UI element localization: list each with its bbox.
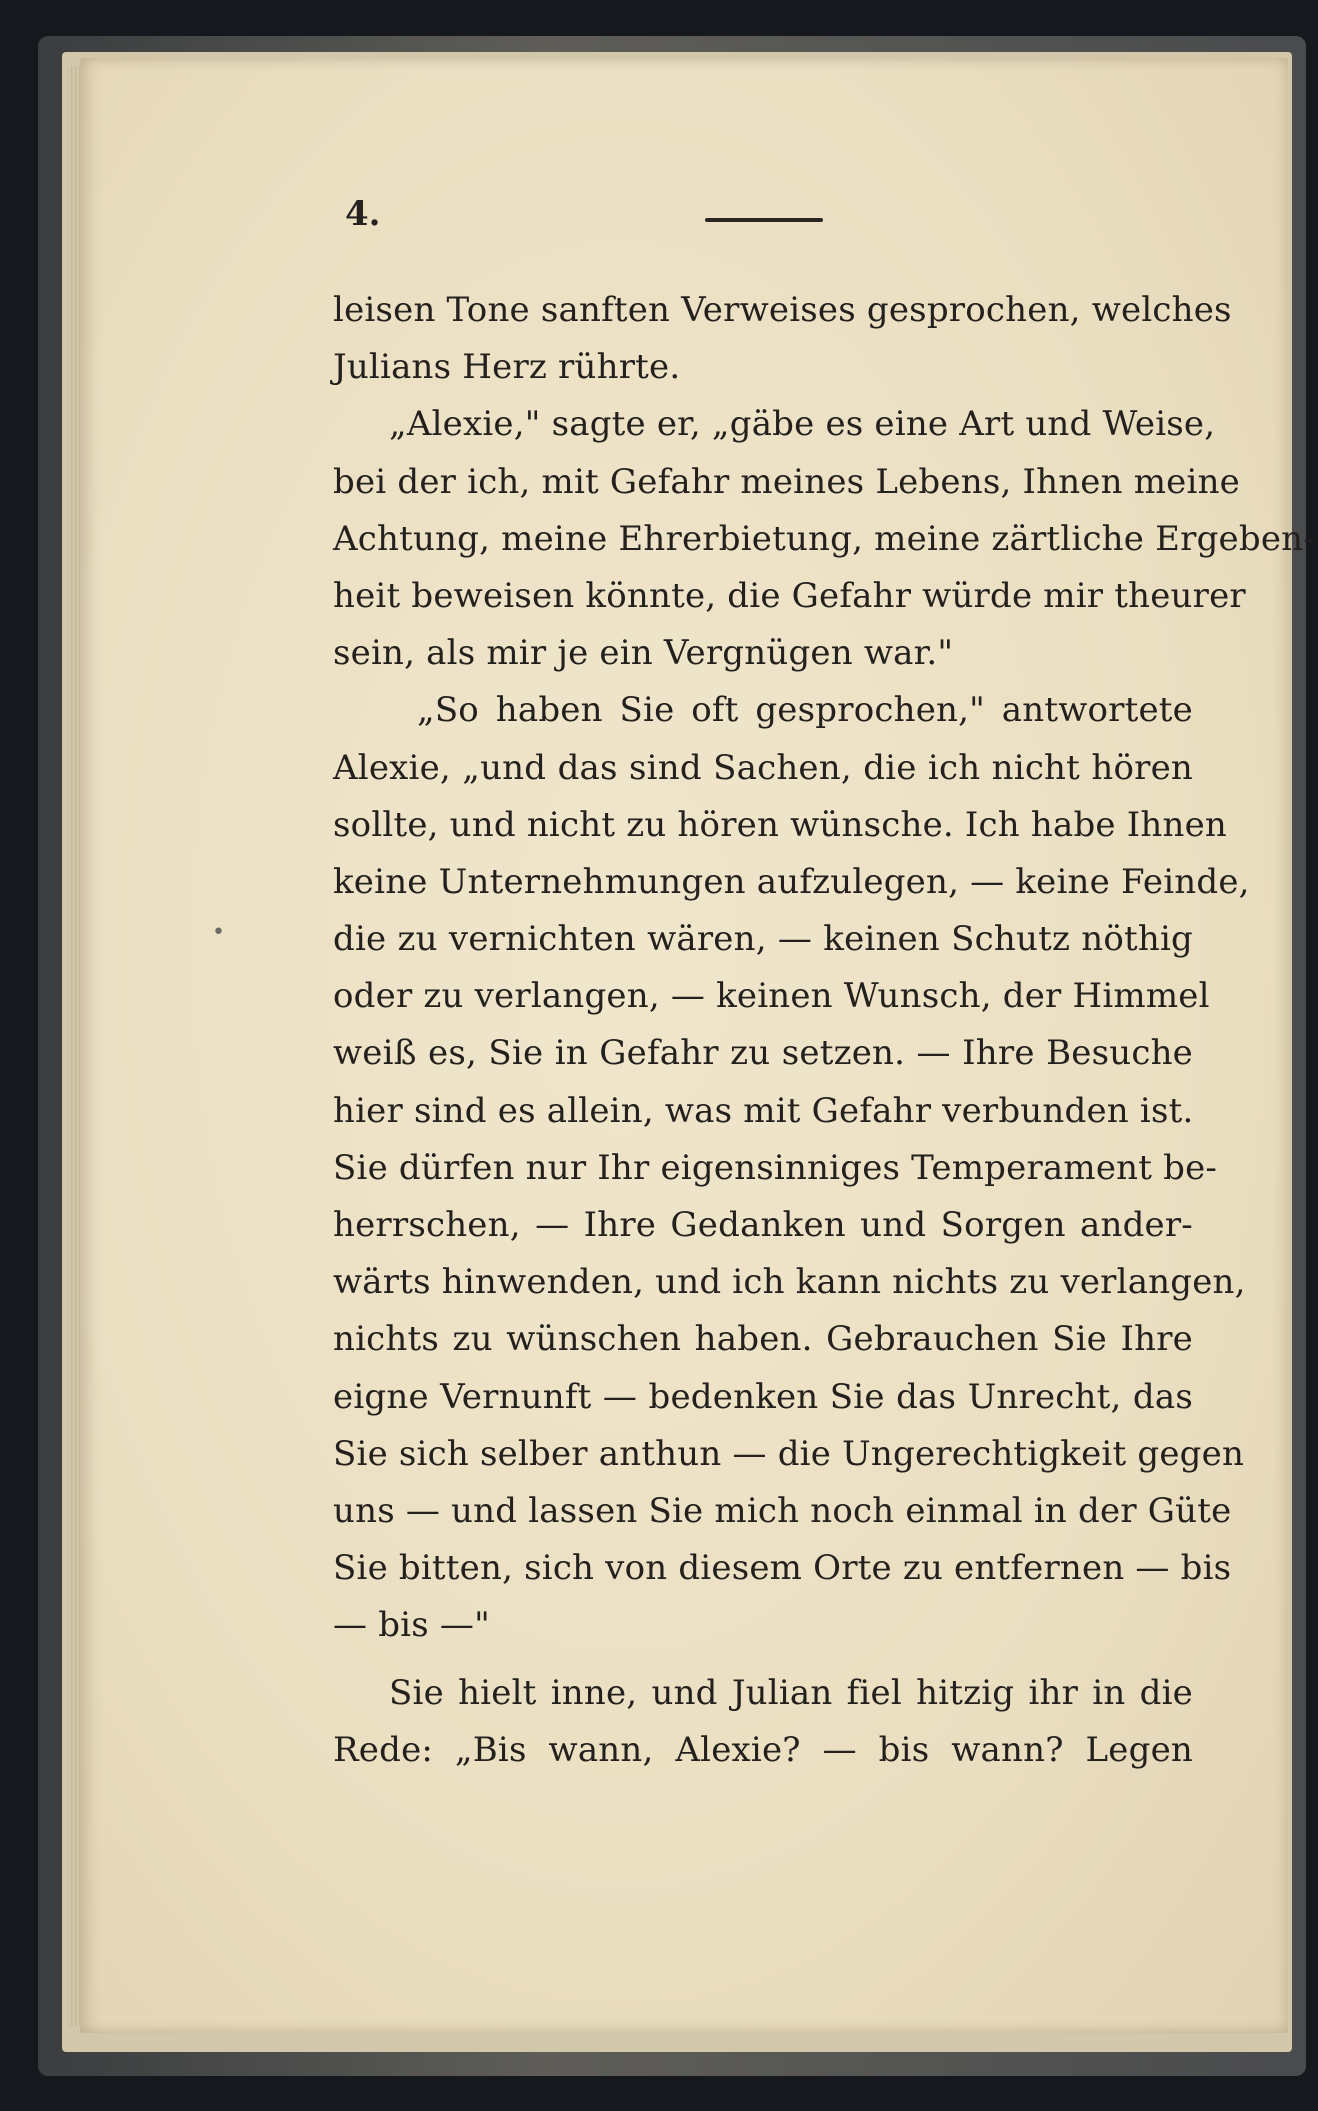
text-line: Alexie, „und das sind Sachen, die ich nicht hören: [333, 747, 1193, 788]
text-line: weiß es, Sie in Gefahr zu setzen. — Ihre Besuche: [333, 1033, 1193, 1074]
text-line: Sie hielt inne, und Julian fiel hitzig ihr in die: [389, 1672, 1193, 1713]
text-line: Sie sich selber anthun — die Ungerechtigkeit gegen: [333, 1433, 1245, 1474]
text-line: hier sind es allein, was mit Gefahr verbunden ist.: [333, 1090, 1194, 1131]
text-line: heit beweisen könnte, die Gefahr würde mir theurer: [333, 575, 1246, 616]
text-line: „So haben Sie oft gesprochen," antwortete: [417, 690, 1193, 731]
text-line: bei der ich, mit Gefahr meines Lebens, Ihnen meine: [333, 461, 1240, 502]
text-line: die zu vernichten wären, — keinen Schutz nöthig: [333, 919, 1193, 960]
text-line: leisen Tone sanften Verweises gesprochen, welches: [333, 290, 1232, 330]
text-line: Sie bitten, sich von diesem Orte zu entfernen — bis: [333, 1548, 1232, 1589]
text-line: herrschen, — Ihre Gedanken und Sorgen ander-: [333, 1205, 1193, 1245]
text-line: eigne Vernunft — bedenken Sie das Unrecht, das: [333, 1376, 1193, 1417]
text-line: Julians Herz rührte.: [333, 347, 681, 388]
text-line: „Alexie," sagte er, „gäbe es eine Art und Weise,: [389, 404, 1216, 445]
text-line: — bis —": [333, 1605, 490, 1646]
text-line: wärts hinwenden, und ich kann nichts zu verlangen,: [333, 1262, 1246, 1303]
header-rule: [705, 218, 823, 222]
text-line: Rede: „Bis wann, Alexie? — bis wann? Legen: [333, 1729, 1193, 1770]
text-line: sollte, und nicht zu hören wünsche. Ich habe Ihnen: [333, 804, 1227, 845]
ink-speck: •: [212, 920, 225, 945]
text-line: uns — und lassen Sie mich noch einmal in der Güte: [333, 1490, 1232, 1531]
text-line: Achtung, meine Ehrerbietung, meine zärtliche Ergeben-: [333, 518, 1315, 559]
text-line: nichts zu wünschen haben. Gebrauchen Sie Ihre: [333, 1319, 1193, 1360]
text-line: sein, als mir je ein Vergnügen war.": [333, 633, 954, 674]
page-number: 4.: [345, 194, 381, 234]
text-line: keine Unternehmungen aufzulegen, — keine Feinde,: [333, 861, 1250, 902]
page-header: [345, 194, 865, 234]
text-line: Sie dürfen nur Ihr eigensinniges Temperament be-: [333, 1147, 1218, 1188]
page-text: [333, 282, 1315, 1779]
text-line: oder zu verlangen, — keinen Wunsch, der Himmel: [333, 976, 1210, 1017]
